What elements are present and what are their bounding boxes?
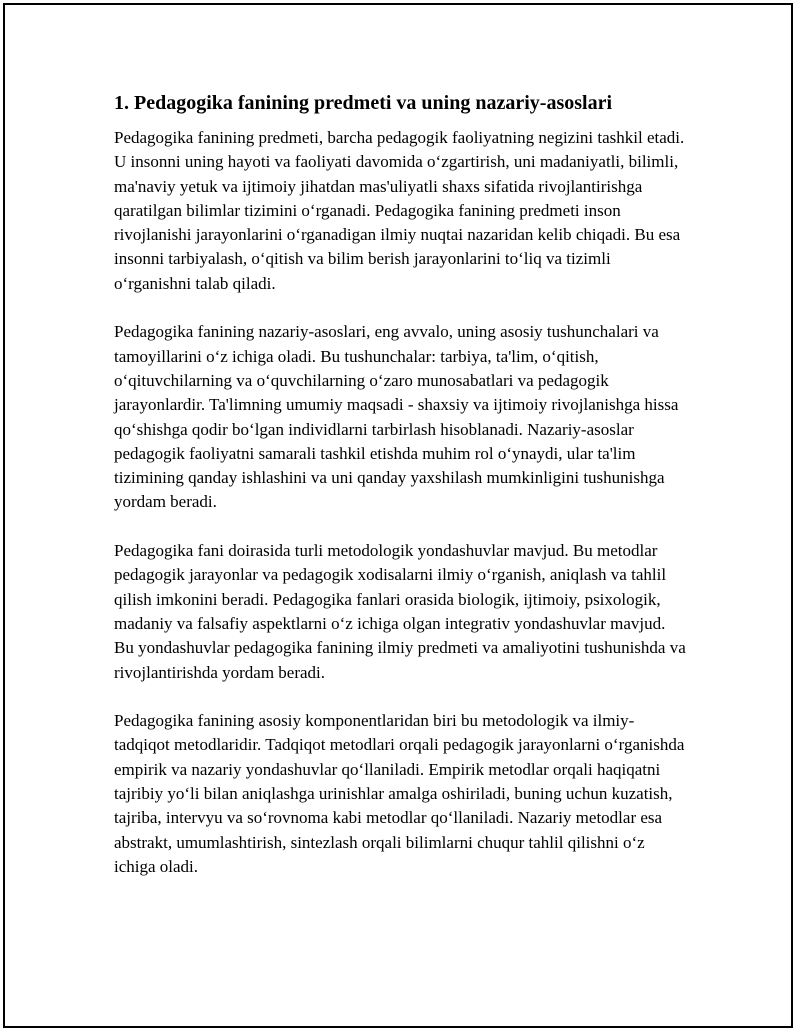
paragraph-2: Pedagogika fanining nazariy-asoslari, eng avvalo, uning asosiy tushunchalari va tamoyillarini o‘z ichiga oladi. Bu tushunchalar: tarbiya, ta'lim, o‘qitish, o‘qituvchilarning va o‘quvchilarning o‘zaro munosabatlari va pedagogik jarayonlardir. Ta'limning umumiy maqsadi - shaxsiy va ijtimoiy rivojlanishga hissa qo‘shishga qodir bo‘lgan individlarni tarbirlash hisoblanadi. Nazariy-asoslar pedagogik faoliyatni samarali tashkil etishda muhim rol o‘ynaydi, ular ta'lim tizimining qanday ishlashini va uni qanday yaxshilash mumkinligini tushunishga yordam beradi.: [114, 322, 679, 512]
section-heading: 1. Pedagogika fanining predmeti va uning nazariy-asoslari: [114, 92, 613, 114]
paragraph-4: Pedagogika fanining asosiy komponentlaridan biri bu metodologik va ilmiy-tadqiqot metodlaridir. Tadqiqot metodlari orqali pedagogik jarayonlarni o‘rganishda empirik va nazariy yondashuvlar qo‘llaniladi. Empirik metodlar orqali haqiqatni tajribiy yo‘li bilan aniqlashga urinishlar amalga oshiriladi, buning uchun kuzatish, tajriba, intervyu va so‘rovnoma kabi metodlar qo‘llaniladi. Nazariy metodlar esa abstrakt, umumlashtirish, sintezlash orqali bilimlarni chuqur tahlil qilishni o‘z ichiga oladi.: [114, 711, 685, 876]
paragraph-3: Pedagogika fani doirasida turli metodologik yondashuvlar mavjud. Bu metodlar pedagogik jarayonlar va pedagogik xodisalarni ilmiy o‘rganish, aniqlash va tahlil qilish imkonini beradi. Pedagogika fanlari orasida biologik, ijtimoiy, psixologik, madaniy va falsafiy aspektlarni o‘z ichiga olgan integrativ yondashuvlar mavjud. Bu yondashuvlar pedagogika fanining ilmiy predmeti va amaliyotini tushunishda va rivojlantirishda yordam beradi.: [114, 541, 686, 682]
paragraph-1: Pedagogika fanining predmeti, barcha pedagogik faoliyatning negizini tashkil etadi. U insonni uning hayoti va faoliyati davomida o‘zgartirish, uni madaniyatli, bilimli, ma'naviy yetuk va ijtimoiy jihatdan mas'uliyatli shaxs sifatida rivojlantirishga qaratilgan bilimlar tizimini o‘rganadi. Pedagogika fanining predmeti inson rivojlanishi jarayonlarini o‘rganadigan ilmiy nuqtai nazaridan kelib chiqadi. Bu esa insonni tarbiyalash, o‘qitish va bilim berish jarayonlarini to‘liq va tizimli o‘rganishni talab qiladi.: [114, 128, 685, 293]
document-body: [114, 90, 689, 879]
